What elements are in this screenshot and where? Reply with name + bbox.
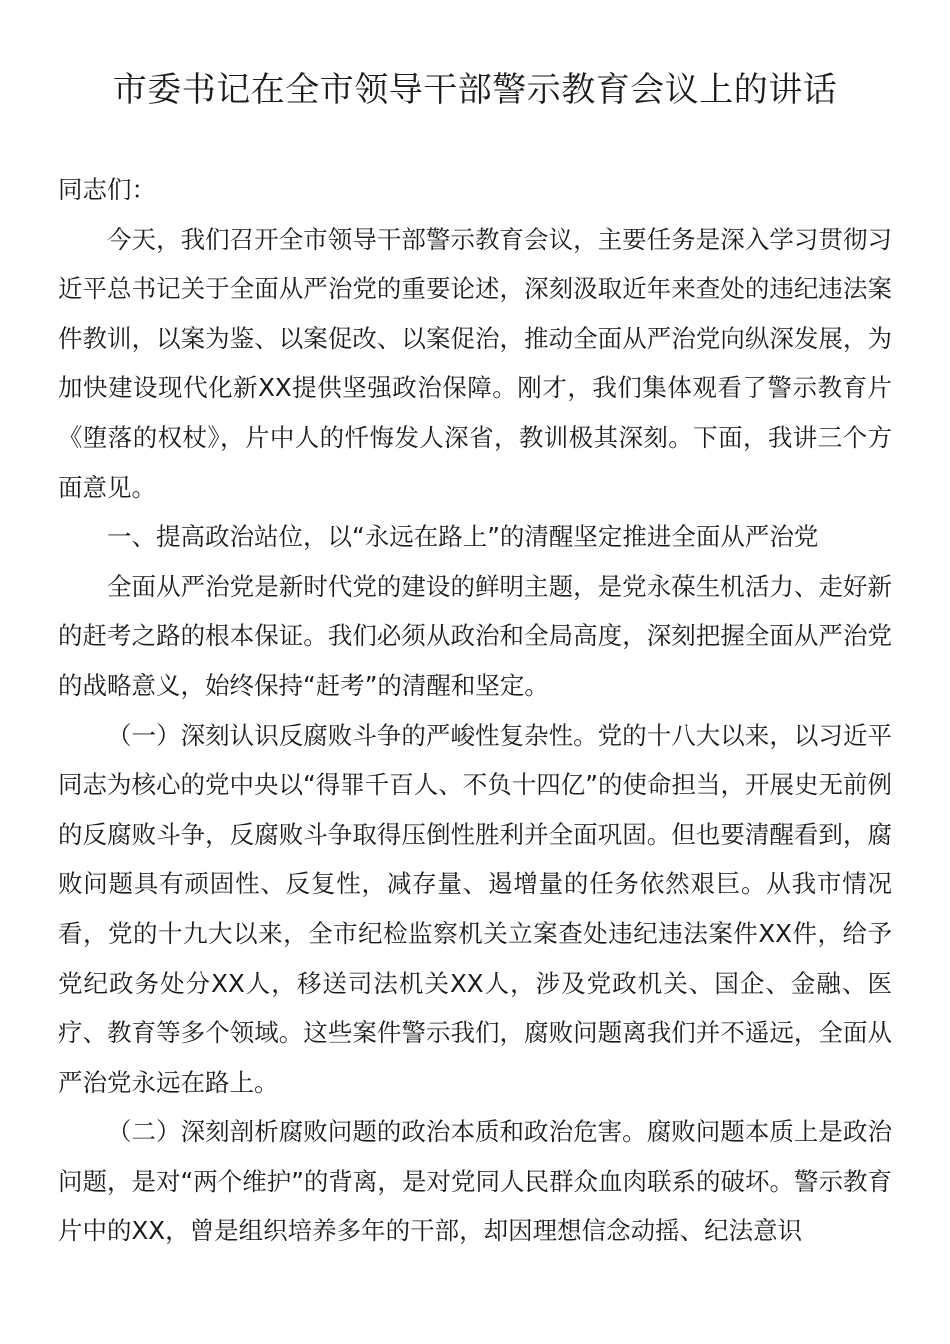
- section-heading-1: 一、提高政治站位，以“永远在路上”的清醒坚定推进全面从严治党: [107, 522, 819, 552]
- paragraph-section-1: 全面从严治党是新时代党的建设的鲜明主题，是党永葆生机活力、走好新的赶考之路的根本保证。我们必须从政治和全局高度，深刻把握全面从严治党的战略意义，始终保持“赶考”的清醒和坚定。: [58, 571, 892, 700]
- paragraph-subsection-2: （二）深刻剖析腐败问题的政治本质和政治危害。腐败问题本质上是政治问题，是对“两个维护”的背离，是对党同人民群众血肉联系的破坏。警示教育片中的XX，曾是组织培养多年的干部，却因理想信念动摇、纪法意识: [58, 1117, 892, 1246]
- document-body: [58, 165, 892, 1256]
- paragraph-subsection-1: （一）深刻认识反腐败斗争的严峻性复杂性。党的十八大以来，以习近平同志为核心的党中央以“得罪千百人、不负十四亿”的使命担当，开展史无前例的反腐败斗争，反腐败斗争取得压倒性胜利并全面巩固。但也要清醒看到，腐败问题具有顽固性、反复性，减存量、遏增量的任务依然艰巨。从我市情况看，党的十九大以来，全市纪检监察机关立案查处违纪违法案件XX件，给予党纪政务处分XX人，移送司法机关XX人，涉及党政机关、国企、金融、医疗、教育等多个领域。这些案件警示我们，腐败问题离我们并不遥远，全面从严治党永远在路上。: [58, 720, 892, 1097]
- document-title: 市委书记在全市领导干部警示教育会议上的讲话: [112, 70, 838, 110]
- paragraph-intro: 今天，我们召开全市领导干部警示教育会议，主要任务是深入学习贯彻习近平总书记关于全面从严治党的重要论述，深刻汲取近年来查处的违纪违法案件教训，以案为鉴、以案促改、以案促治，推动全面从严治党向纵深发展，为加快建设现代化新XX提供坚强政治保障。刚才，我们集体观看了警示教育片《堕落的权杖》，片中人的忏悔发人深省，教训极其深刻。下面，我讲三个方面意见。: [58, 224, 892, 502]
- salutation: 同志们：: [58, 175, 156, 204]
